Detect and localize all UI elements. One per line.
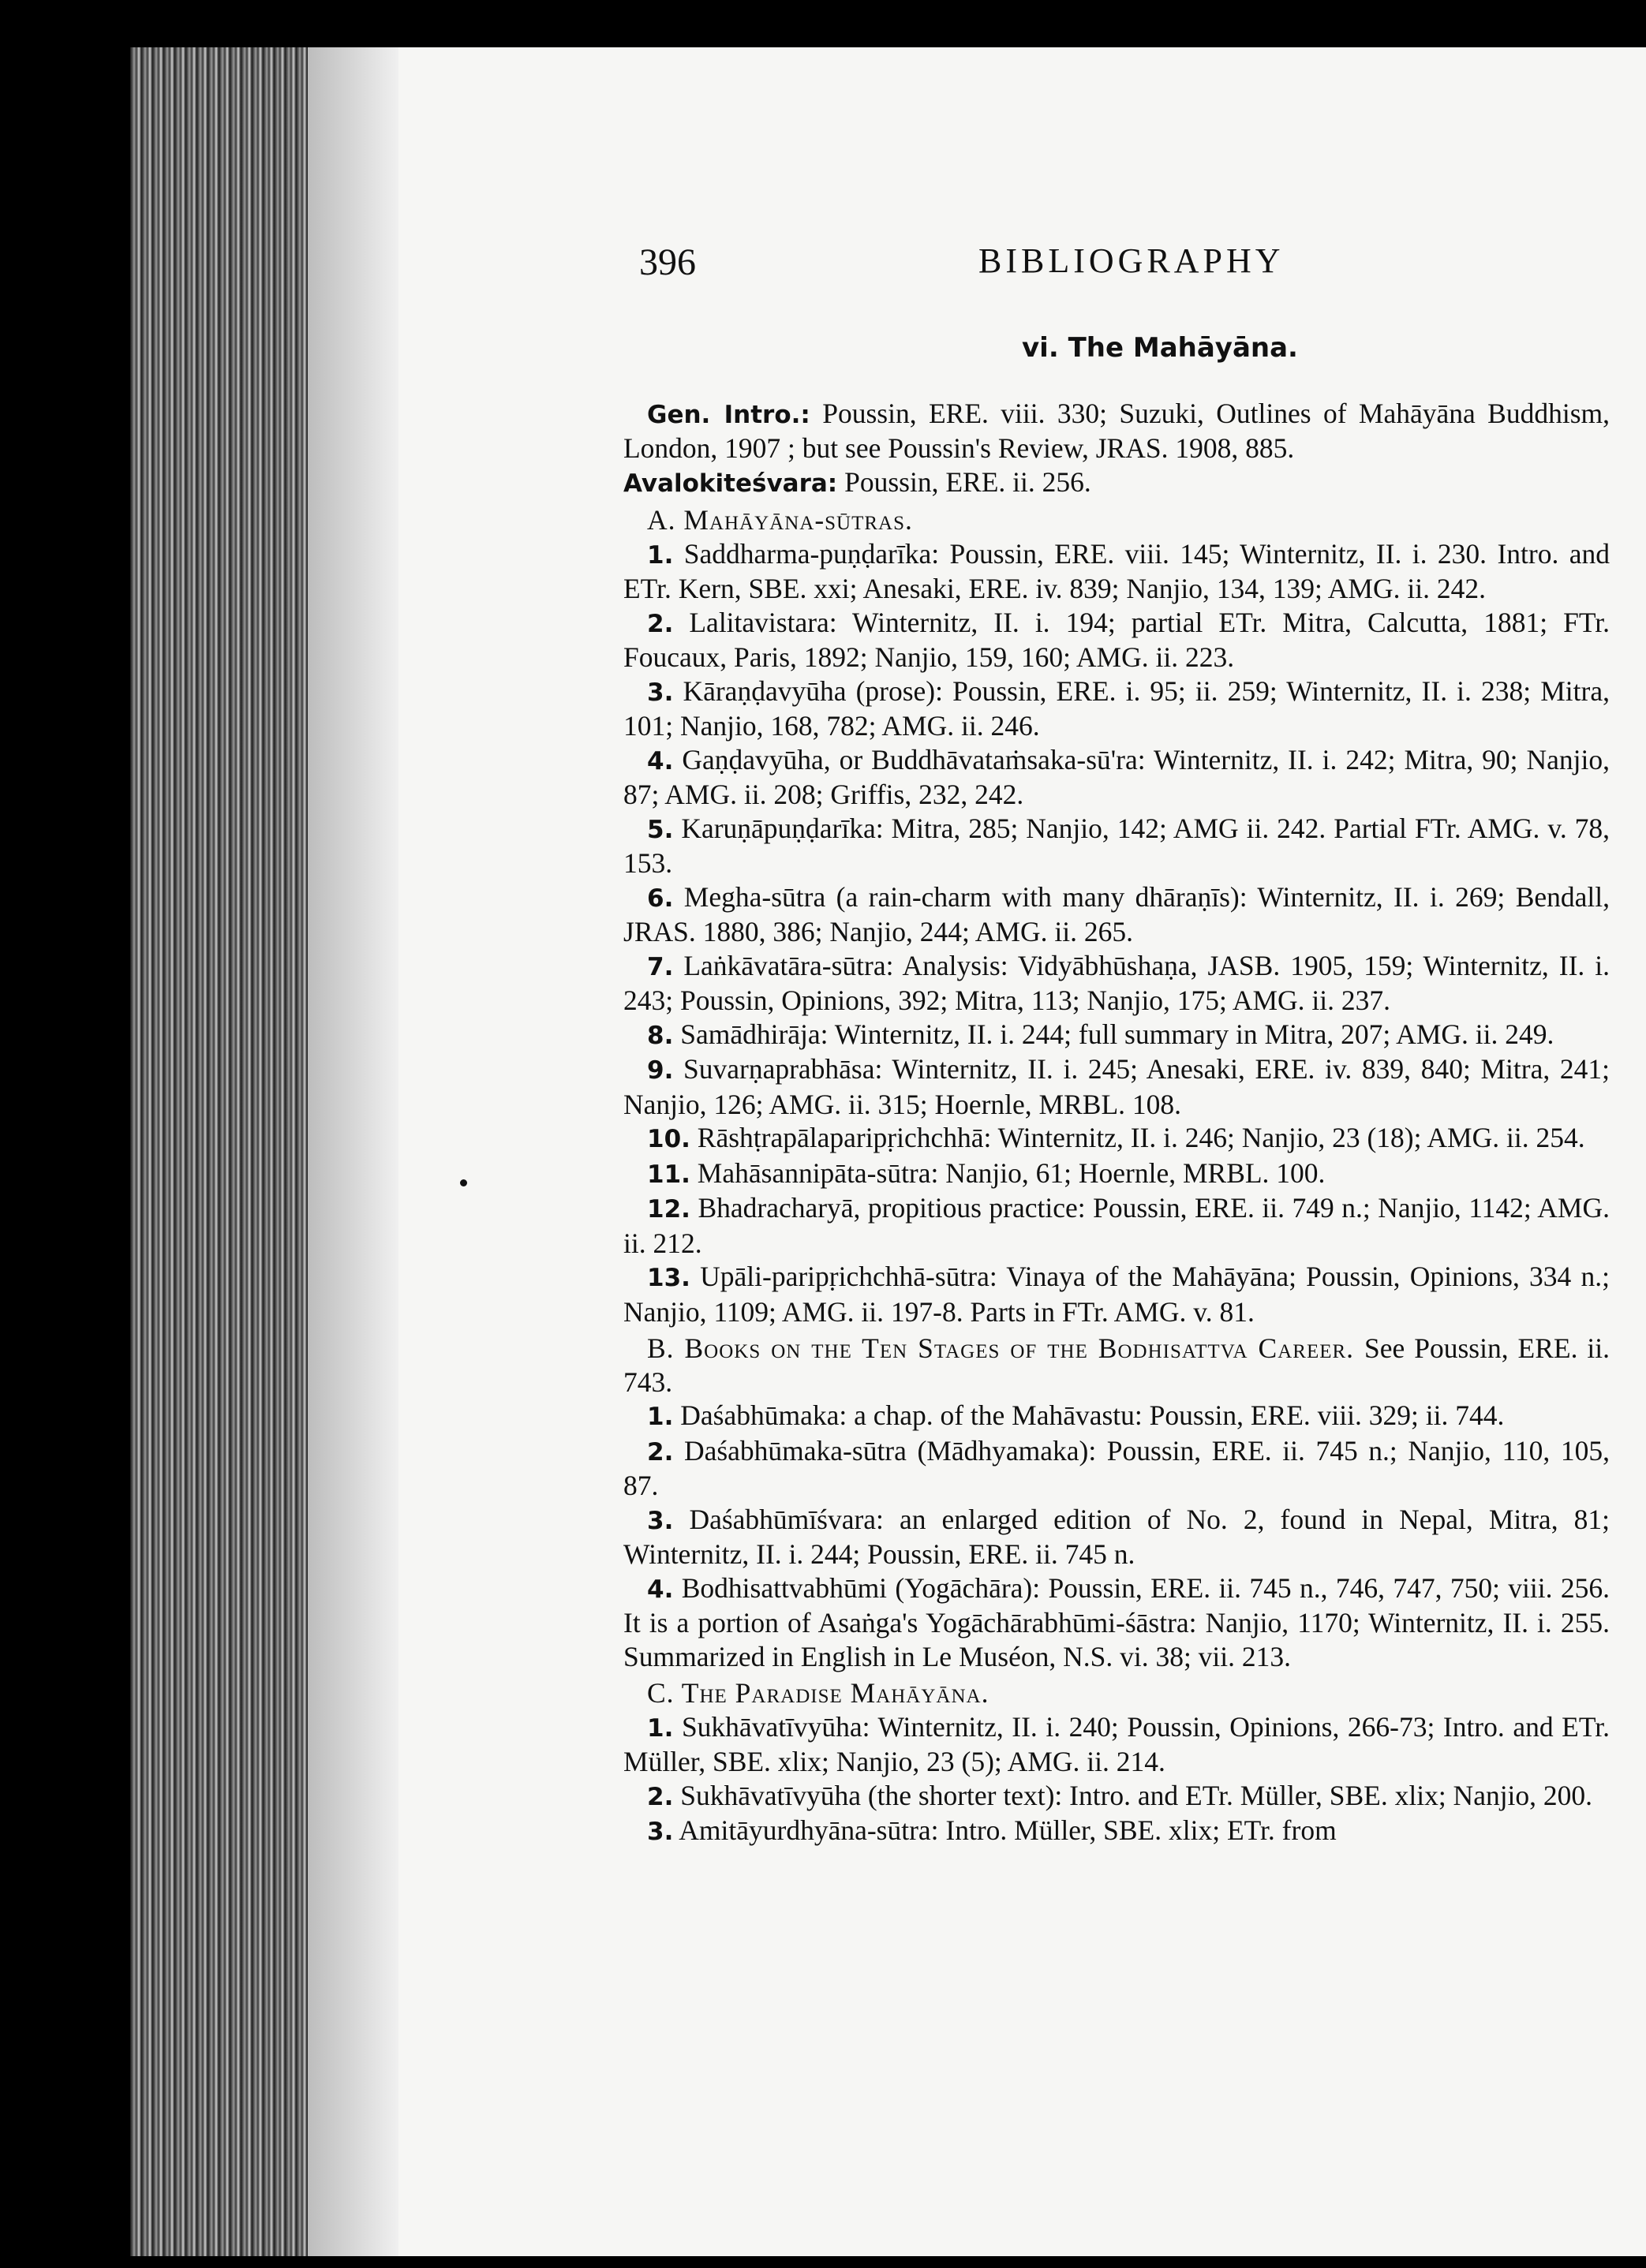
stray-mark <box>460 1179 467 1186</box>
page-body <box>623 331 1610 1849</box>
entry-number: 1. <box>647 1713 674 1743</box>
entry-number: 10. <box>647 1125 690 1153</box>
intro-entry <box>623 465 1610 501</box>
entry-text: Saddharma-puṇḍarīka: Poussin, ERE. viii. 145; Winternitz, II. i. 230. Intro. and ETr. Kern, SBE. xxi; Anesaki, ERE. iv. 839; Nanjio, 134, 139; AMG. ii. 242. <box>623 537 1610 604</box>
list-item <box>623 1121 1610 1156</box>
list-item <box>623 1814 1610 1849</box>
entry-text: Gaṇḍavyūha, or Buddhāvataṁsaka-sū'ra: Winternitz, II. i. 242; Mitra, 90; Nanjio, 87; AMG. ii. 208; Griffis, 232, 242. <box>623 743 1610 810</box>
entry-number: 12. <box>647 1195 690 1224</box>
entry-number: 9. <box>647 1056 674 1085</box>
list-item <box>623 1434 1610 1503</box>
page-title: BIBLIOGRAPHY <box>978 241 1285 280</box>
entry-text: Bhadracharyā, propitious practice: Poussin, ERE. ii. 749 n.; Nanjio, 1142; AMG. ii. 212. <box>623 1192 1610 1259</box>
entry-number: 2. <box>647 1437 674 1467</box>
list-item <box>623 1779 1610 1814</box>
group-heading: A. Mahāyāna-sūtras. <box>647 504 913 536</box>
intro-label: Avalokiteśvara: <box>623 469 838 498</box>
list-item <box>623 606 1610 674</box>
entry-number: 11. <box>647 1160 690 1189</box>
list-item <box>623 1710 1610 1779</box>
group-heading <box>623 1332 1610 1399</box>
entry-text: Daśabhūmaka-sūtra (Mādhyamaka): Poussin, ERE. ii. 745 n.; Nanjio, 110, 105, 87. <box>623 1434 1610 1501</box>
list-item <box>623 880 1610 949</box>
entry-number: 2. <box>647 609 674 638</box>
entry-number: 3. <box>647 1506 674 1535</box>
list-item <box>623 1156 1610 1192</box>
entry-number: 8. <box>647 1021 674 1050</box>
group-heading: C. The Paradise Mahāyāna. <box>647 1677 989 1709</box>
entry-number: 1. <box>647 1403 674 1431</box>
intro-text: Poussin, ERE. ii. 256. <box>837 465 1091 498</box>
entry-text: Lalitavistara: Winternitz, II. i. 194; partial ETr. Mitra, Calcutta, 1881; FTr. Foucaux, Paris, 1892; Nanjio, 159, 160; AMG. ii. 223. <box>623 606 1610 673</box>
entry-number: 3. <box>647 678 674 707</box>
entry-text: Daśabhūmaka: a chap. of the Mahāvastu: Poussin, ERE. viii. 329; ii. 744. <box>680 1399 1505 1431</box>
list-item <box>623 1503 1610 1571</box>
entry-number: 1. <box>647 540 674 570</box>
intro-text: Poussin, ERE. viii. 330; Suzuki, Outlines of Mahāyāna Buddhism, London, 1907 ; but see Poussin's Review, JRAS. 1908, 885. <box>623 397 1610 464</box>
intro-label: Gen. Intro.: <box>647 400 810 429</box>
list-item <box>623 537 1610 606</box>
section-heading: vi. The Mahāyāna. <box>1022 332 1298 364</box>
entry-number: 5. <box>647 815 674 844</box>
entry-text: Bodhisattvabhūmi (Yogāchāra): Poussin, ERE. ii. 745 n., 746, 747, 750; viii. 256. It is a portion of Asaṅga's Yogāchārabhūmi-śāstra: Nanjio, 1170; Winternitz, II. i. 255. Summarized in English in Le Muséon, N.S. vi. 38; vii. 213. <box>623 1571 1610 1672</box>
group-heading-tail: See Poussin, ERE. ii. 743. <box>623 1332 1610 1398</box>
list-item <box>623 1191 1610 1260</box>
entry-text: Kāraṇḍavyūha (prose): Poussin, ERE. i. 95; ii. 259; Winternitz, II. i. 238; Mitra, 101; Nanjio, 168, 782; AMG. ii. 246. <box>623 674 1610 742</box>
list-item <box>623 1571 1610 1674</box>
group-heading-text: B. Books on the Ten Stages of the Bodhisattva Career. <box>647 1332 1355 1364</box>
list-item <box>623 812 1610 880</box>
entry-text: Rāshṭrapālaparipṛichchhā: Winternitz, II. i. 246; Nanjio, 23 (18); AMG. ii. 254. <box>697 1122 1585 1153</box>
spine-shadow <box>308 47 402 2256</box>
list-item <box>623 1260 1610 1328</box>
entry-text: Sukhāvatīvyūha: Winternitz, II. i. 240; Poussin, Opinions, 266-73; Intro. and ETr. Müller, SBE. xlix; Nanjio, 23 (5); AMG. ii. 214. <box>623 1710 1610 1777</box>
list-item <box>623 674 1610 743</box>
intro-entry <box>623 397 1610 465</box>
list-item <box>623 743 1610 812</box>
entry-text: Sukhāvatīvyūha (the shorter text): Intro. and ETr. Müller, SBE. xlix; Nanjio, 200. <box>680 1779 1593 1811</box>
entry-text: Laṅkāvatāra-sūtra: Analysis: Vidyābhūshaṇa, JASB. 1905, 159; Winternitz, II. i. 243; Poussin, Opinions, 392; Mitra, 113; Nanjio, 175; AMG. ii. 237. <box>623 949 1610 1016</box>
entry-number: 6. <box>647 884 674 913</box>
page-number: 396 <box>639 241 696 283</box>
entry-text: Mahāsannipāta-sūtra: Nanjio, 61; Hoernle, MRBL. 100. <box>697 1156 1326 1189</box>
running-head <box>639 241 1633 288</box>
entry-text: Daśabhūmīśvara: an enlarged edition of No. 2, found in Nepal, Mitra, 81; Winternitz, II. i. 244; Poussin, ERE. ii. 745 n. <box>623 1503 1610 1570</box>
list-item <box>623 1018 1610 1053</box>
entry-number: 4. <box>647 1575 674 1604</box>
entry-text: Samādhirāja: Winternitz, II. i. 244; full summary in Mitra, 207; AMG. ii. 249. <box>680 1018 1554 1050</box>
entry-text: Megha-sūtra (a rain-charm with many dhāraṇīs): Winternitz, II. i. 269; Bendall, JRAS. 1880, 386; Nanjio, 244; AMG. ii. 265. <box>623 880 1610 947</box>
entry-number: 3. <box>647 1818 674 1846</box>
entry-text: Suvarṇaprabhāsa: Winternitz, II. i. 245; Anesaki, ERE. iv. 839, 840; Mitra, 241; Nanjio, 126; AMG. ii. 315; Hoernle, MRBL. 108. <box>623 1053 1610 1120</box>
list-item <box>623 1399 1610 1434</box>
book-page-edges <box>130 47 335 2256</box>
entry-number: 4. <box>647 746 674 775</box>
entry-number: 13. <box>647 1264 690 1292</box>
list-item <box>623 949 1610 1018</box>
entry-number: 7. <box>647 952 674 981</box>
entry-text: Upāli-paripṛichchhā-sūtra: Vinaya of the Mahāyāna; Poussin, Opinions, 334 n.; Nanjio, 1109; AMG. ii. 197-8. Parts in FTr. AMG. v. 81. <box>623 1261 1610 1328</box>
list-item <box>623 1052 1610 1121</box>
entry-text: Amitāyurdhyāna-sūtra: Intro. Müller, SBE. xlix; ETr. from <box>679 1814 1337 1846</box>
entry-text: Karuṇāpuṇḍarīka: Mitra, 285; Nanjio, 142; AMG ii. 242. Partial FTr. AMG. v. 78, 153. <box>623 812 1610 879</box>
entry-number: 2. <box>647 1782 674 1811</box>
